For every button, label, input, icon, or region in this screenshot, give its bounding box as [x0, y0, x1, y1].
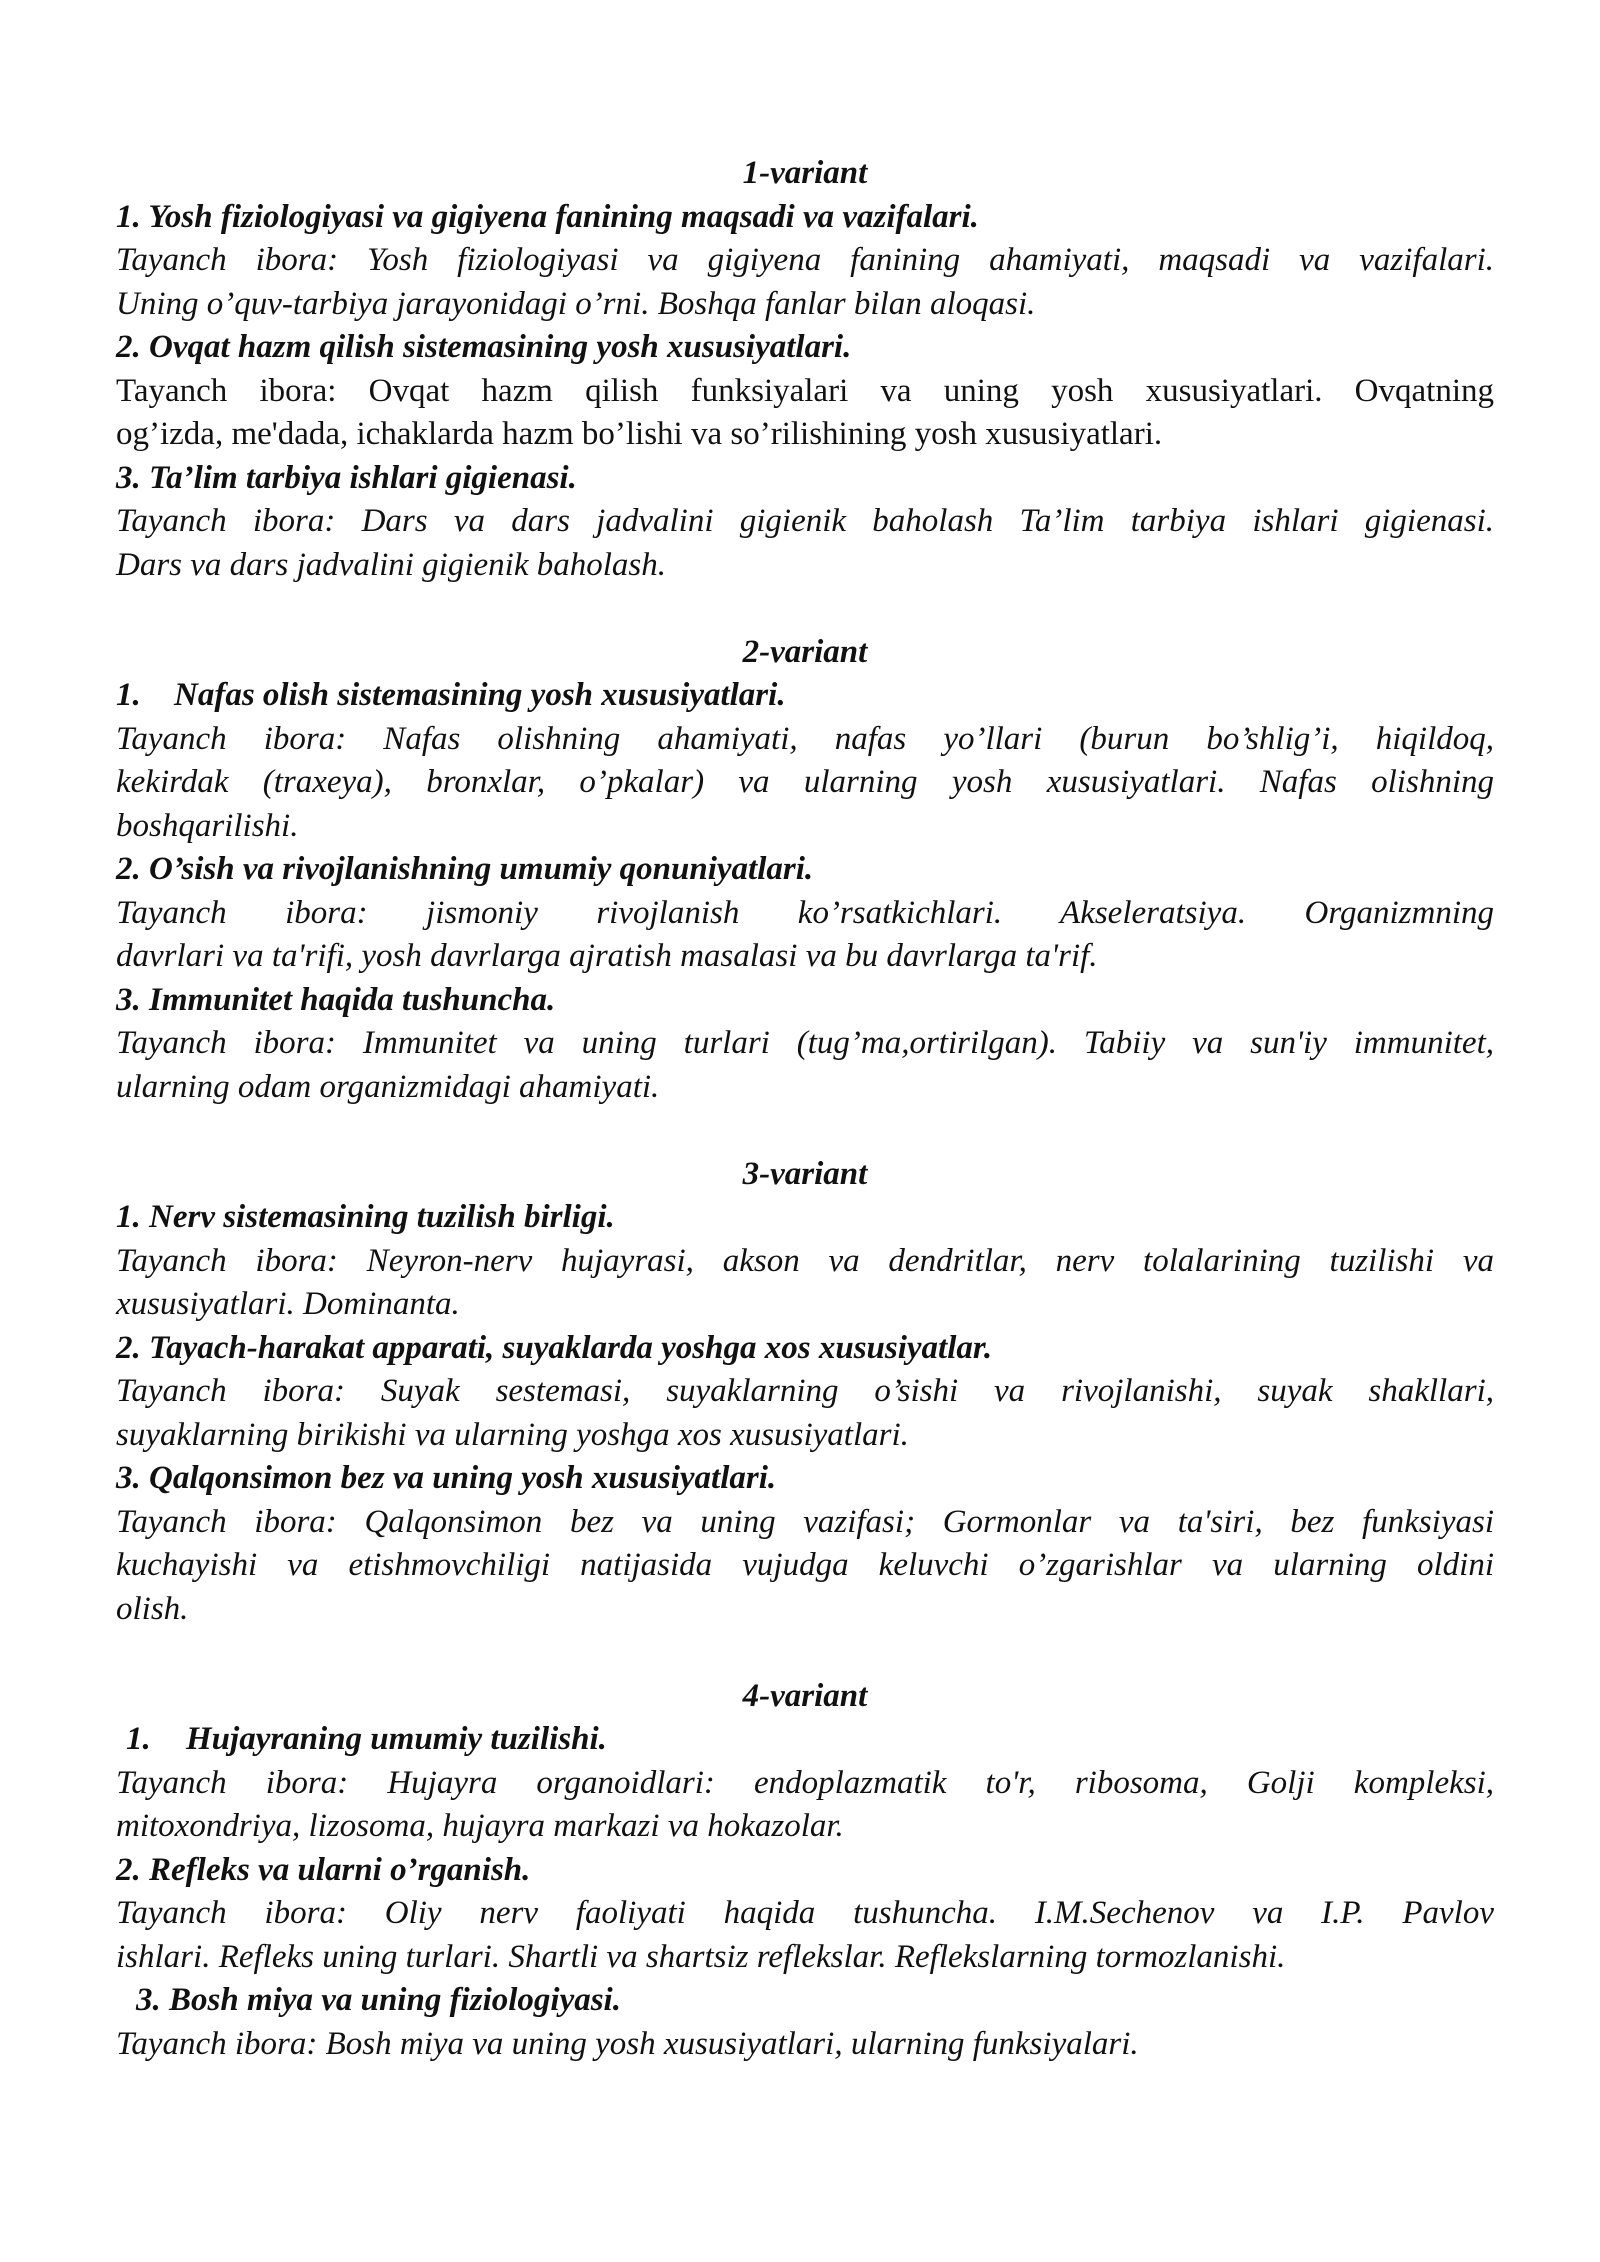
question-title: 2. Refleks va ularni o’rganish. [116, 1851, 531, 1888]
keyphrase-line: Tayanch ibora: Suyak sestemasi, suyaklarning o’sishi va rivojlanishi, suyak shakllari, [116, 1373, 1494, 1409]
question-title: 3. Bosh miya va uning fiziologiyasi. [136, 1982, 621, 2018]
document-page [116, 152, 1494, 2066]
keyphrase-line: Tayanch ibora: Neyron-nerv hujayrasi, akson va dendritlar, nerv tolalarining tuzilishi va [116, 1242, 1494, 1279]
question-title: 1. Yosh fiziologiyasi va gigiyena fanining maqsadi va vazifalari. [116, 198, 979, 235]
keyphrase-line: Tayanch ibora: Yosh fiziologiyasi va gigiyena fanining ahamiyati, maqsadi va vazifalari. [116, 242, 1494, 278]
keyphrase-line: mitoxondriya, lizosoma, hujayra markazi va hokazolar. [116, 1808, 844, 1844]
keyphrase-line: ularning odam organizmidagi ahamiyati. [116, 1068, 660, 1105]
keyphrase-line: Tayanch ibora: Bosh miya va uning yosh xususiyatlari, ularning funksiyalari. [116, 2025, 1139, 2062]
variant-4-section [116, 1675, 1494, 2067]
keyphrase-line: davrlari va ta'rifi, yosh davrlarga ajratish masalasi va bu davrlarga ta'rif. [116, 938, 1098, 974]
question-title [116, 674, 1494, 718]
keyphrase-line: Uning o’quv-tarbiya jarayonidagi o’rni. Boshqa fanlar bilan aloqasi. [116, 285, 1036, 322]
keyphrase-line: Tayanch ibora: Dars va dars jadvalini gigienik baholash Ta’lim tarbiya ishlari gigienasi. [116, 503, 1494, 539]
variant-title: 1-variant [742, 155, 868, 191]
question-title-text: Hujayraning umumiy tuzilishi. [186, 1721, 607, 1757]
keyphrase-line: Tayanch ibora: Qalqonsimon bez va uning vazifasi; Gormonlar va ta'siri, bez funksiyasi [116, 1503, 1494, 1540]
variant-title: 2-variant [742, 633, 868, 670]
question-title: 3. Qalqonsimon bez va uning yosh xususiyatlari. [116, 1460, 777, 1496]
keyphrase-line: Tayanch ibora: Ovqat hazm qilish funksiyalari va uning yosh xususiyatlari. Ovqatning [116, 372, 1494, 409]
question-title-text: Nafas olish sistemasining yosh xususiyatlari. [174, 677, 786, 713]
variant-3-section [116, 1153, 1494, 1632]
keyphrase-line: Tayanch ibora: Nafas olishning ahamiyati, nafas yo’llari (burun bo’shlig’i, hiqildoq, [116, 720, 1494, 757]
keyphrase-line: xususiyatlari. Dominanta. [116, 1286, 460, 1322]
keyphrase-line: olish. [116, 1590, 189, 1627]
keyphrase-line: kekirdak (traxeya), bronxlar, o’pkalar) va ularning yosh xususiyatlari. Nafas olishning [116, 764, 1494, 800]
question-title: 2. Tayach-harakat apparati, suyaklarda yoshga xos xususiyatlar. [116, 1329, 993, 1366]
question-title: 3. Ta’lim tarbiya ishlari gigienasi. [116, 459, 577, 496]
keyphrase-line: ishlari. Refleks uning turlari. Shartli va shartsiz reflekslar. Reflekslarning tormozlanishi. [116, 1938, 1286, 1975]
keyphrase-line: suyaklarning birikishi va ularning yoshga xos xususiyatlari. [116, 1416, 909, 1453]
section-spacer [116, 587, 1494, 631]
variant-title: 3-variant [742, 1155, 868, 1192]
question-title [116, 1718, 1494, 1762]
keyphrase-line: Tayanch ibora: jismoniy rivojlanish ko’rsatkichlari. Akseleratsiya. Organizmning [116, 894, 1494, 931]
section-spacer [116, 1631, 1494, 1675]
keyphrase-line: Tayanch ibora: Oliy nerv faoliyati haqida tushuncha. I.M.Sechenov va I.P. Pavlov [116, 1895, 1494, 1931]
section-spacer [116, 1109, 1494, 1153]
variant-2-section [116, 631, 1494, 1110]
question-title: 3. Immunitet haqida tushuncha. [116, 981, 556, 1018]
variant-1-section [116, 152, 1494, 587]
keyphrase-line: kuchayishi va etishmovchiligi natijasida vujudga keluvchi o’zgarishlar va ularning oldini [116, 1547, 1494, 1583]
keyphrase-line: boshqarilishi. [116, 807, 299, 844]
keyphrase-line: Tayanch ibora: Immunitet va uning turlari (tug’ma,ortirilgan). Tabiiy va sun'iy immunitet, [116, 1025, 1494, 1061]
question-title: 1. Nerv sistemasining tuzilish birligi. [116, 1199, 615, 1235]
keyphrase-line: Dars va dars jadvalini gigienik baholash. [116, 546, 666, 583]
question-number: 1. [116, 677, 141, 713]
question-title: 2. Ovqat hazm qilish sistemasining yosh xususiyatlari. [116, 329, 852, 365]
question-number: 1. [126, 1721, 151, 1757]
variant-title: 4-variant [742, 1677, 868, 1714]
question-title: 2. O’sish va rivojlanishning umumiy qonuniyatlari. [116, 851, 814, 887]
keyphrase-line: Tayanch ibora: Hujayra organoidlari: endoplazmatik to'r, ribosoma, Golji kompleksi, [116, 1764, 1494, 1801]
keyphrase-line: og’izda, me'dada, ichaklarda hazm bo’lishi va so’rilishining yosh xususiyatlari. [116, 416, 1163, 452]
